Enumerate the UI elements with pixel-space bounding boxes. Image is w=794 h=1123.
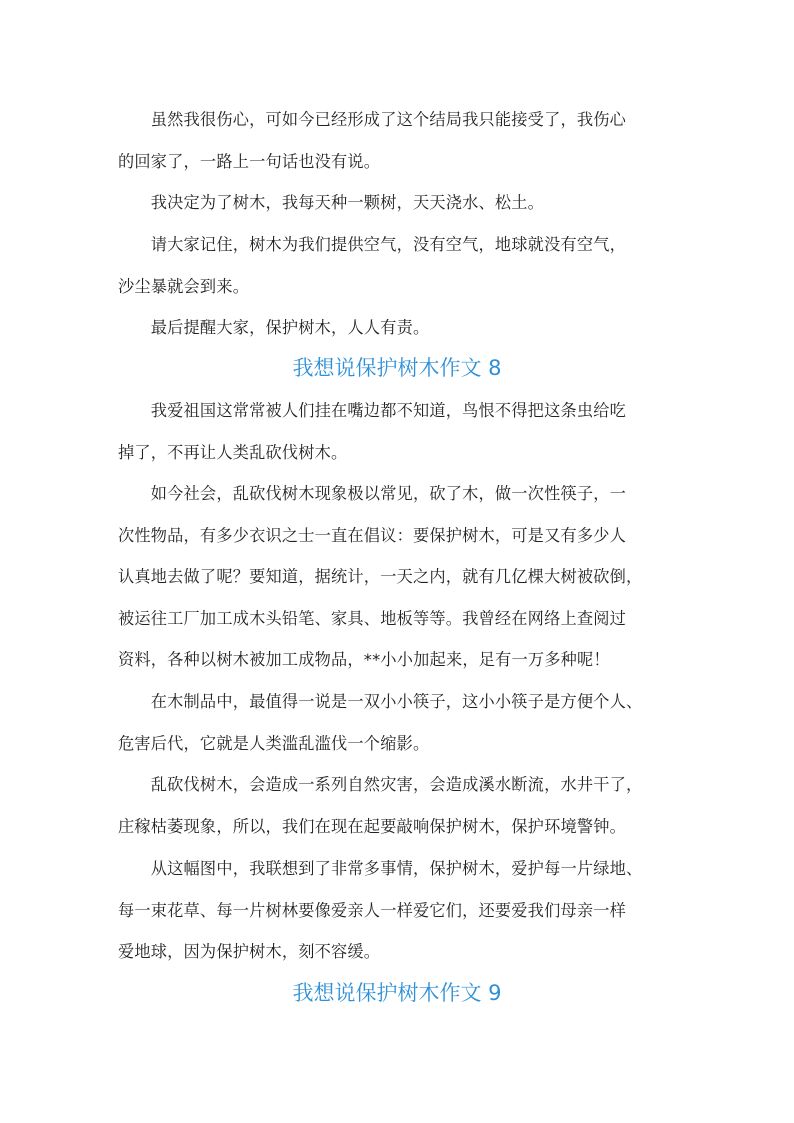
text-line: 在木制品中，最值得一说是一双小小筷子，这小小筷子是方便个人、 xyxy=(118,692,643,711)
paragraph xyxy=(118,390,678,473)
text-line: 认真地去做了呢？要知道，据统计，一天之内，就有几亿棵大树被砍倒， xyxy=(118,567,643,587)
text-line: 我爱祖国这常常被人们挂在嘴边都不知道，鸟恨不得把这条虫给吃 xyxy=(118,401,627,420)
paragraph xyxy=(118,764,678,847)
text-line: 被运往工厂加工成木头铅笔、家具、地板等等。我曾经在网络上查阅过 xyxy=(118,608,627,628)
text-line: 危害后代，它就是人类滥乱滥伐一个缩影。 xyxy=(118,733,430,753)
paragraph xyxy=(118,307,678,349)
text-line: 虽然我很伤心，可如今已经形成了这个结局我只能接受了，我伤心 xyxy=(118,110,627,129)
text-line: 掉了，不再让人类乱砍伐树木。 xyxy=(118,442,348,462)
text-line: 每一束花草、每一片树林要像爱亲人一样爱它们，还要爱我们母亲一样 xyxy=(118,900,627,920)
text-line: 爱地球，因为保护树木，刻不容缓。 xyxy=(118,942,381,962)
text-line: 次性物品，有多少衣识之士一直在倡议：要保护树木，可是又有多少人 xyxy=(118,525,627,545)
paragraph xyxy=(118,473,678,681)
text-line: 庄稼枯萎现象，所以，我们在现在起要敲响保护树木，保护环境警钟。 xyxy=(118,816,627,836)
text-line: 我决定为了树木，我每天种一颗树，天天浇水、松土。 xyxy=(118,193,545,212)
section-heading: 我想说保护树木作文 8 xyxy=(292,356,502,380)
text-line: 资料，各种以树木被加工成物品，**小小加起来，足有一万多种呢！ xyxy=(118,650,610,670)
text-line: 如今社会，乱砍伐树木现象极以常见，砍了木，做一次性筷子，一 xyxy=(118,484,627,503)
text-line: 请大家记住，树木为我们提供空气，没有空气，地球就没有空气， xyxy=(118,235,627,254)
text-line: 乱砍伐树木，会造成一系列自然灾害，会造成溪水断流，水井干了， xyxy=(118,775,643,794)
text-line: 最后提醒大家，保护树木，人人有责。 xyxy=(118,318,430,337)
paragraph xyxy=(118,99,678,182)
text-line: 沙尘暴就会到来。 xyxy=(118,276,250,296)
paragraph xyxy=(118,848,678,973)
text-line: 从这幅图中，我联想到了非常多事情，保护树木，爱护每一片绿地、 xyxy=(118,859,643,878)
paragraph xyxy=(118,681,678,764)
section-heading: 我想说保护树木作文 9 xyxy=(292,981,502,1005)
paragraph xyxy=(118,182,678,224)
text-line: 的回家了，一路上一句话也没有说。 xyxy=(118,151,381,171)
paragraph xyxy=(118,224,678,307)
